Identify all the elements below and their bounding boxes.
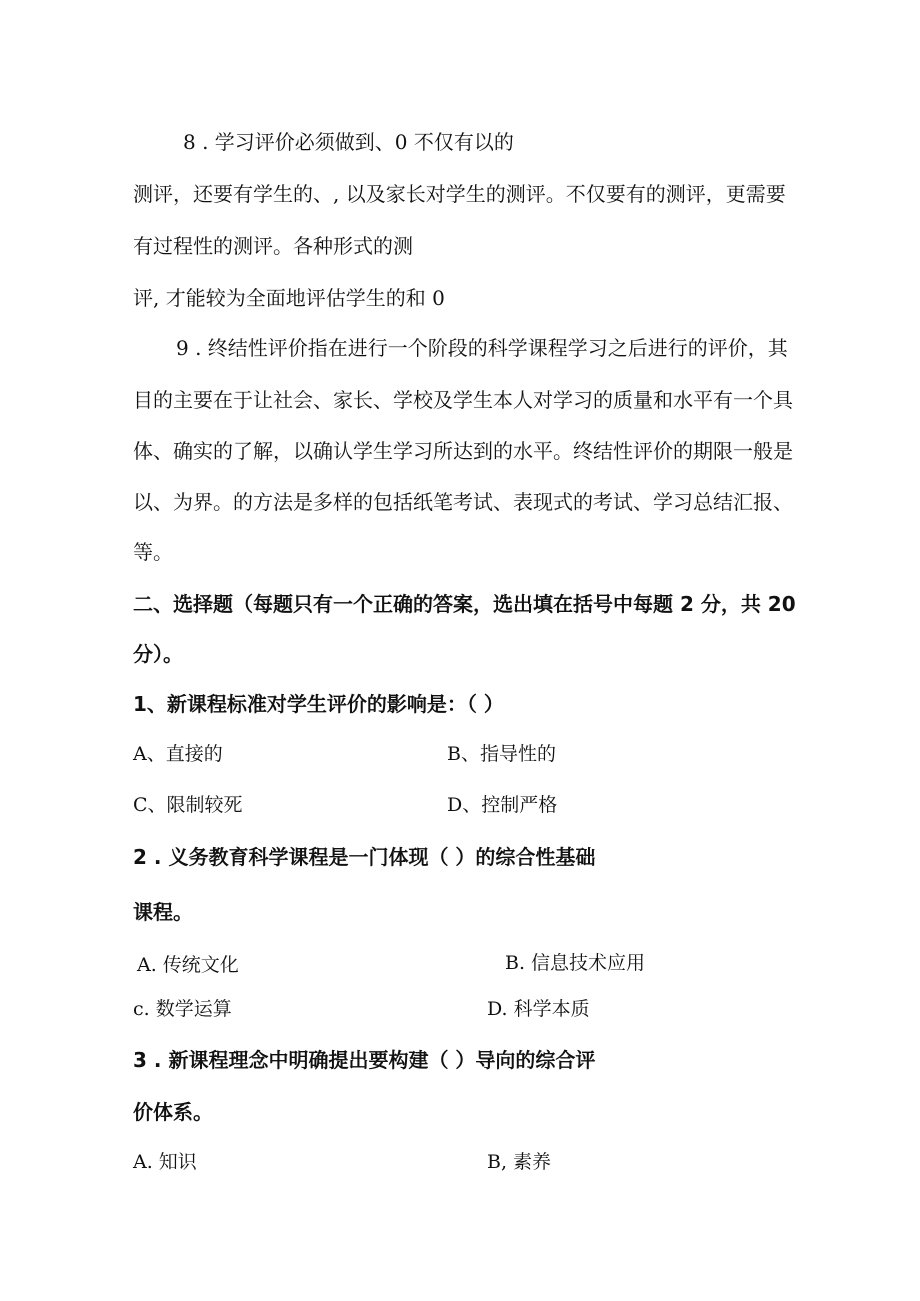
question-2-option-c: c. 数学运算: [133, 998, 232, 1020]
q9-line-2: 目的主要在于让社会、家长、学校及学生本人对学习的质量和水平有一个具: [133, 388, 793, 412]
q8-line-1: 8 . 学习评价必须做到、0 不仅有以的: [183, 130, 514, 154]
q9-line-1: 9 . 终结性评价指在进行一个阶段的科学课程学习之后进行的评价，其: [176, 336, 788, 360]
question-3-option-b: B, 素养: [487, 1151, 552, 1173]
section-heading-line-2: 分）。: [133, 642, 183, 666]
q9-line-3: 体、确实的了解，以确认学生学习所达到的水平。终结性评价的期限一般是: [133, 439, 793, 463]
question-3-option-a: A. 知识: [133, 1151, 197, 1173]
question-1-option-d: D、控制严格: [447, 794, 558, 816]
q8-line-3: 有过程性的测评。各种形式的测: [133, 234, 413, 258]
q9-line-5: 等。: [133, 540, 173, 564]
question-3-stem-line-2: 价体系。: [133, 1100, 213, 1124]
question-1-stem: 1、新课程标准对学生评价的影响是：（ ）: [133, 692, 504, 716]
question-1-option-c: C、限制较死: [133, 794, 243, 816]
question-1-option-b: B、指导性的: [447, 743, 556, 765]
question-2-stem-line-2: 课程。: [133, 900, 193, 924]
question-2-option-a: A. 传统文化: [137, 954, 239, 976]
q9-line-4: 以、为界。的方法是多样的包括纸笔考试、表现式的考试、学习总结汇报、: [133, 490, 793, 514]
question-3-stem-line-1: 3 . 新课程理念中明确提出要构建（ ）导向的综合评: [133, 1048, 596, 1072]
question-2-option-b: B. 信息技术应用: [505, 952, 646, 974]
question-2-option-d: D. 科学本质: [487, 998, 590, 1020]
section-heading-line-1: 二、选择题（每题只有一个正确的答案，选出填在括号中每题 2 分，共 20: [133, 592, 796, 616]
q8-line-4: 评, 才能较为全面地评估学生的和 0: [133, 286, 445, 310]
question-1-option-a: A、直接的: [133, 743, 223, 765]
question-2-stem-line-1: 2 . 义务教育科学课程是一门体现（ ）的综合性基础: [133, 845, 596, 869]
q8-line-2: 测评，还要有学生的、, 以及家长对学生的测评。不仅要有的测评，更需要: [133, 182, 786, 206]
